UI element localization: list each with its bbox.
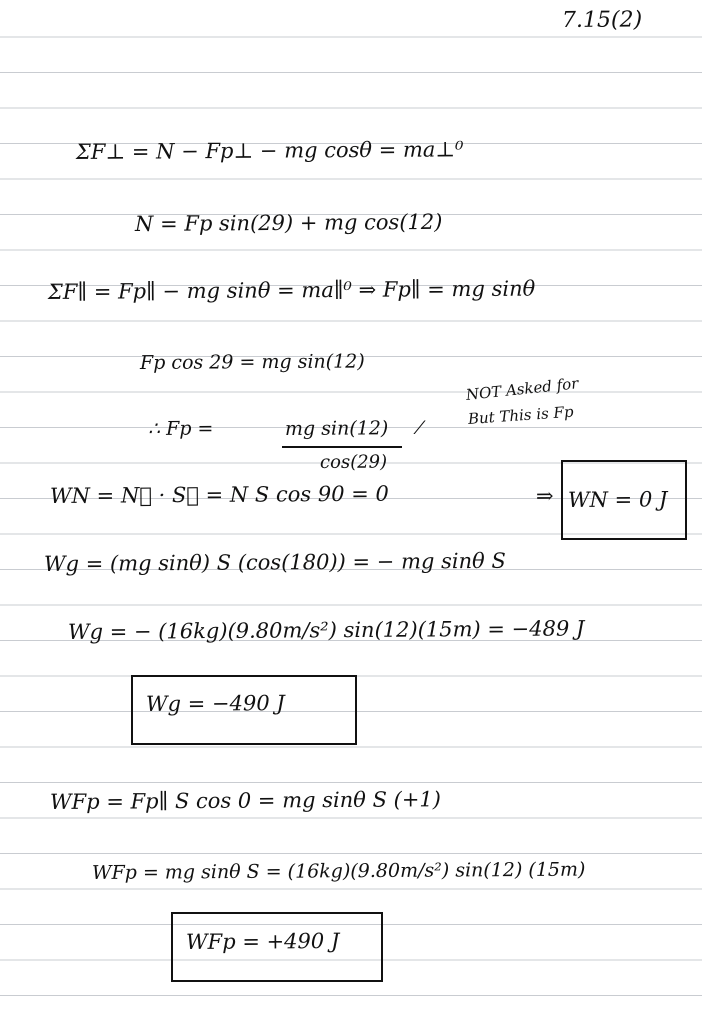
fp-solve-numerator: mg sin(12) — [284, 417, 389, 440]
gravity-work-calculation: Wg = − (16kg)(9.80m/s²) sin(12)(15m) = −489 J — [67, 616, 585, 644]
gravity-work-result: Wg = −490 J — [145, 691, 285, 716]
push-force-work-calculation: WFp = mg sinθ S = (16kg)(9.80m/s²) sin(12) (15m) — [91, 858, 586, 884]
implies-arrow: ⇒ — [535, 483, 554, 508]
page-number: 7.15(2) — [561, 7, 643, 33]
gravity-work-general: Wg = (mg sinθ) S (cos(180)) = − mg sinθ S — [43, 548, 506, 576]
sum-forces-perpendicular: ΣF⊥ = N − Fp⊥ − mg cosθ = ma⊥⁰ — [75, 137, 464, 164]
push-force-work-result: WFp = +490 J — [185, 928, 340, 954]
side-note-line-2: But This is Fp — [467, 402, 575, 428]
side-note-line-1: NOT Asked for — [465, 374, 580, 404]
pointer-mark: ⁄ — [418, 418, 422, 439]
push-force-work-general: WFp = Fp∥ S cos 0 = mg sinθ S (+1) — [49, 787, 442, 814]
normal-work-result: WN = 0 J — [567, 487, 668, 512]
fraction-bar — [282, 446, 402, 448]
normal-work-equation: WN = N⃗ · S⃗ = N S cos 90 = 0 — [49, 481, 389, 508]
sum-forces-parallel: ΣF∥ = Fp∥ − mg sinθ = ma∥⁰ ⇒ Fp∥ = mg sinθ — [47, 276, 536, 304]
fp-solve-denominator: cos(29) — [319, 451, 388, 473]
normal-force-equation: N = Fp sin(29) + mg cos(12) — [134, 209, 443, 236]
fp-cos-equation: Fp cos 29 = mg sin(12) — [139, 350, 365, 374]
fp-solve-lhs: ∴ Fp = — [147, 417, 214, 440]
